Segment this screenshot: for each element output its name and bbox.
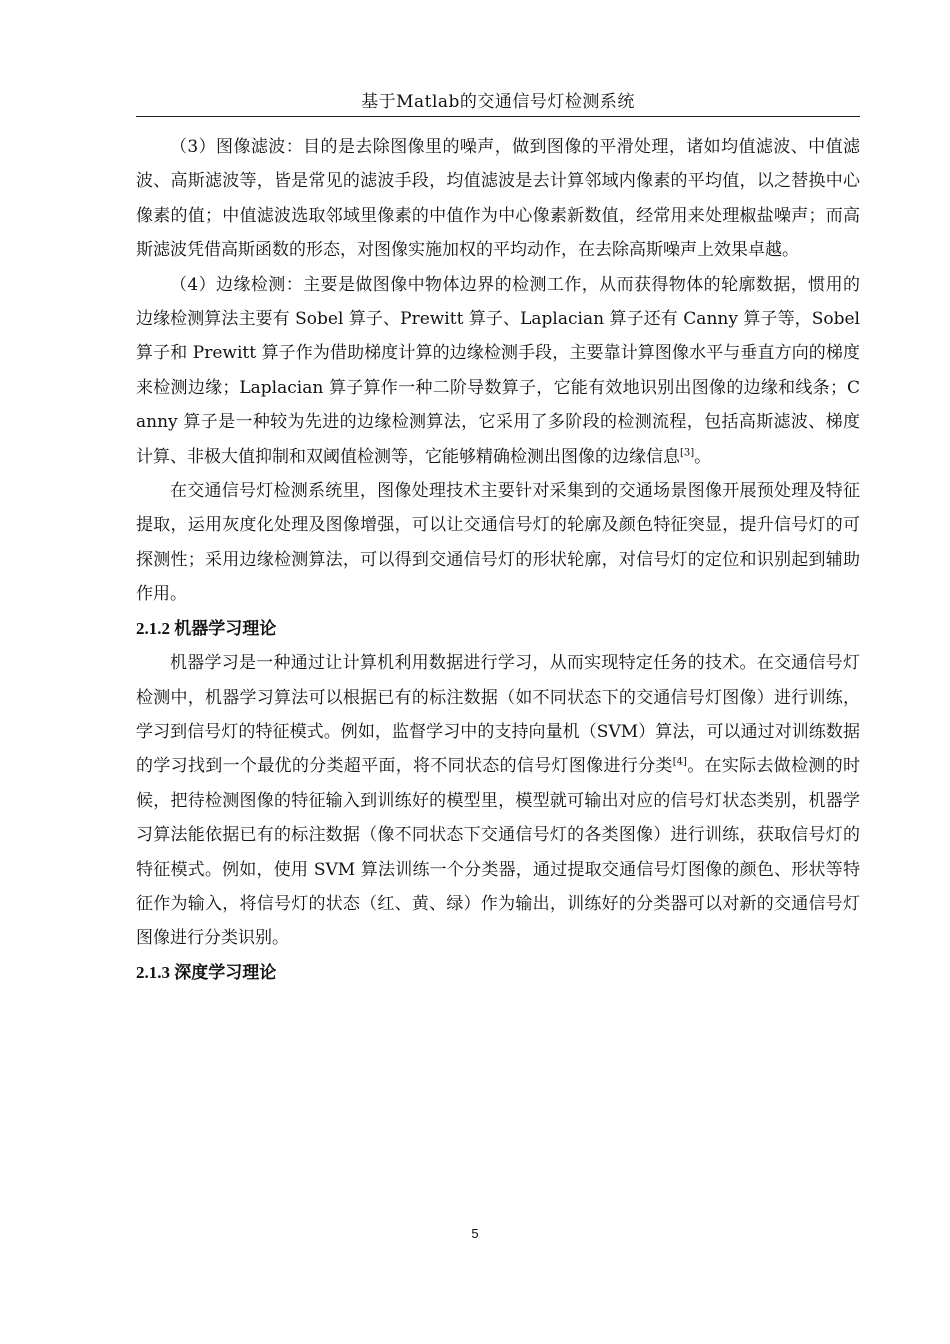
citation-4: [4] — [672, 756, 687, 768]
paragraph-machine-learning-text-a: 机器学习是一种通过让计算机利用数据进行学习，从而实现特定任务的技术。在交通信号灯检测中，机器学习算法可以根据已有的标注数据（如不同状态下的交通信号灯图像）进行训练，学习到信号灯的特征模式。例如，监督学习中的支持向量机（SVM）算法，可以通过对训练数据的学习找到一个最优的分类超平面，将不同状态的信号灯图像进行分类 — [136, 653, 860, 777]
paragraph-edge-detection-end: 。 — [694, 446, 712, 467]
paragraph-machine-learning — [136, 646, 860, 956]
section-heading-machine-learning: 2.1.2 机器学习理论 — [136, 618, 277, 638]
citation-3: [3] — [680, 447, 695, 458]
page-number: 5 — [471, 1226, 479, 1241]
section-heading-deep-learning: 2.1.3 深度学习理论 — [136, 962, 277, 982]
paragraph-edge-detection-text: （4）边缘检测：主要是做图像中物体边界的检测工作，从而获得物体的轮廓数据，惯用的边缘检测算法主要有 Sobel 算子、Prewitt 算子、Laplacian 算子还有 Canny 算子等，Sobel 算子和 Prewitt 算子作为借助梯度计算的边缘检测手段，主要靠计算图像水平与垂直方向的梯度来检测边缘；Laplacian 算子算作一种二阶导数算子，它能有效地识别出图像的边缘和线条；Canny 算子是一种较为先进的边缘检测算法，它采用了多阶段的检测流程，包括高斯滤波、梯度计算、非极大值抑制和双阈值检测等，它能够精确检测出图像的边缘信息 — [136, 274, 860, 467]
paragraph-image-filtering: （3）图像滤波：目的是去除图像里的噪声，做到图像的平滑处理，诸如均值滤波、中值滤波、高斯滤波等，皆是常见的滤波手段，均值滤波是去计算邻域内像素的平均值，以之替换中心像素的值；中值滤波选取邻域里像素的中值作为中心像素新数值，经常用来处理椒盐噪声；而高斯滤波凭借高斯函数的形态，对图像实施加权的平均动作，在去除高斯噪声上效果卓越。 — [136, 137, 860, 261]
main-body — [136, 130, 860, 990]
paragraph-image-processing-summary: 在交通信号灯检测系统里，图像处理技术主要针对采集到的交通场景图像开展预处理及特征提取，运用灰度化处理及图像增强，可以让交通信号灯的轮廓及颜色特征突显，提升信号灯的可探测性；采用边缘检测算法，可以得到交通信号灯的形状轮廓，对信号灯的定位和识别起到辅助作用。 — [136, 481, 860, 605]
header-title: 基于Matlab的交通信号灯检测系统 — [361, 92, 635, 112]
running-header — [136, 88, 860, 117]
paragraph-edge-detection — [136, 268, 860, 474]
paragraph-machine-learning-text-b: 。在实际去做检测的时候，把待检测图像的特征输入到训练好的模型里，模型就可输出对应的信号灯状态类别，机器学习算法能依据已有的标注数据（像不同状态下交通信号灯的各类图像）进行训练，获取信号灯的特征模式。例如，使用 SVM 算法训练一个分类器，通过提取交通信号灯图像的颜色、形状等特征作为输入，将信号灯的状态（红、黄、绿）作为输出，训练好的分类器可以对新的交通信号灯图像进行分类识别。 — [136, 756, 861, 949]
